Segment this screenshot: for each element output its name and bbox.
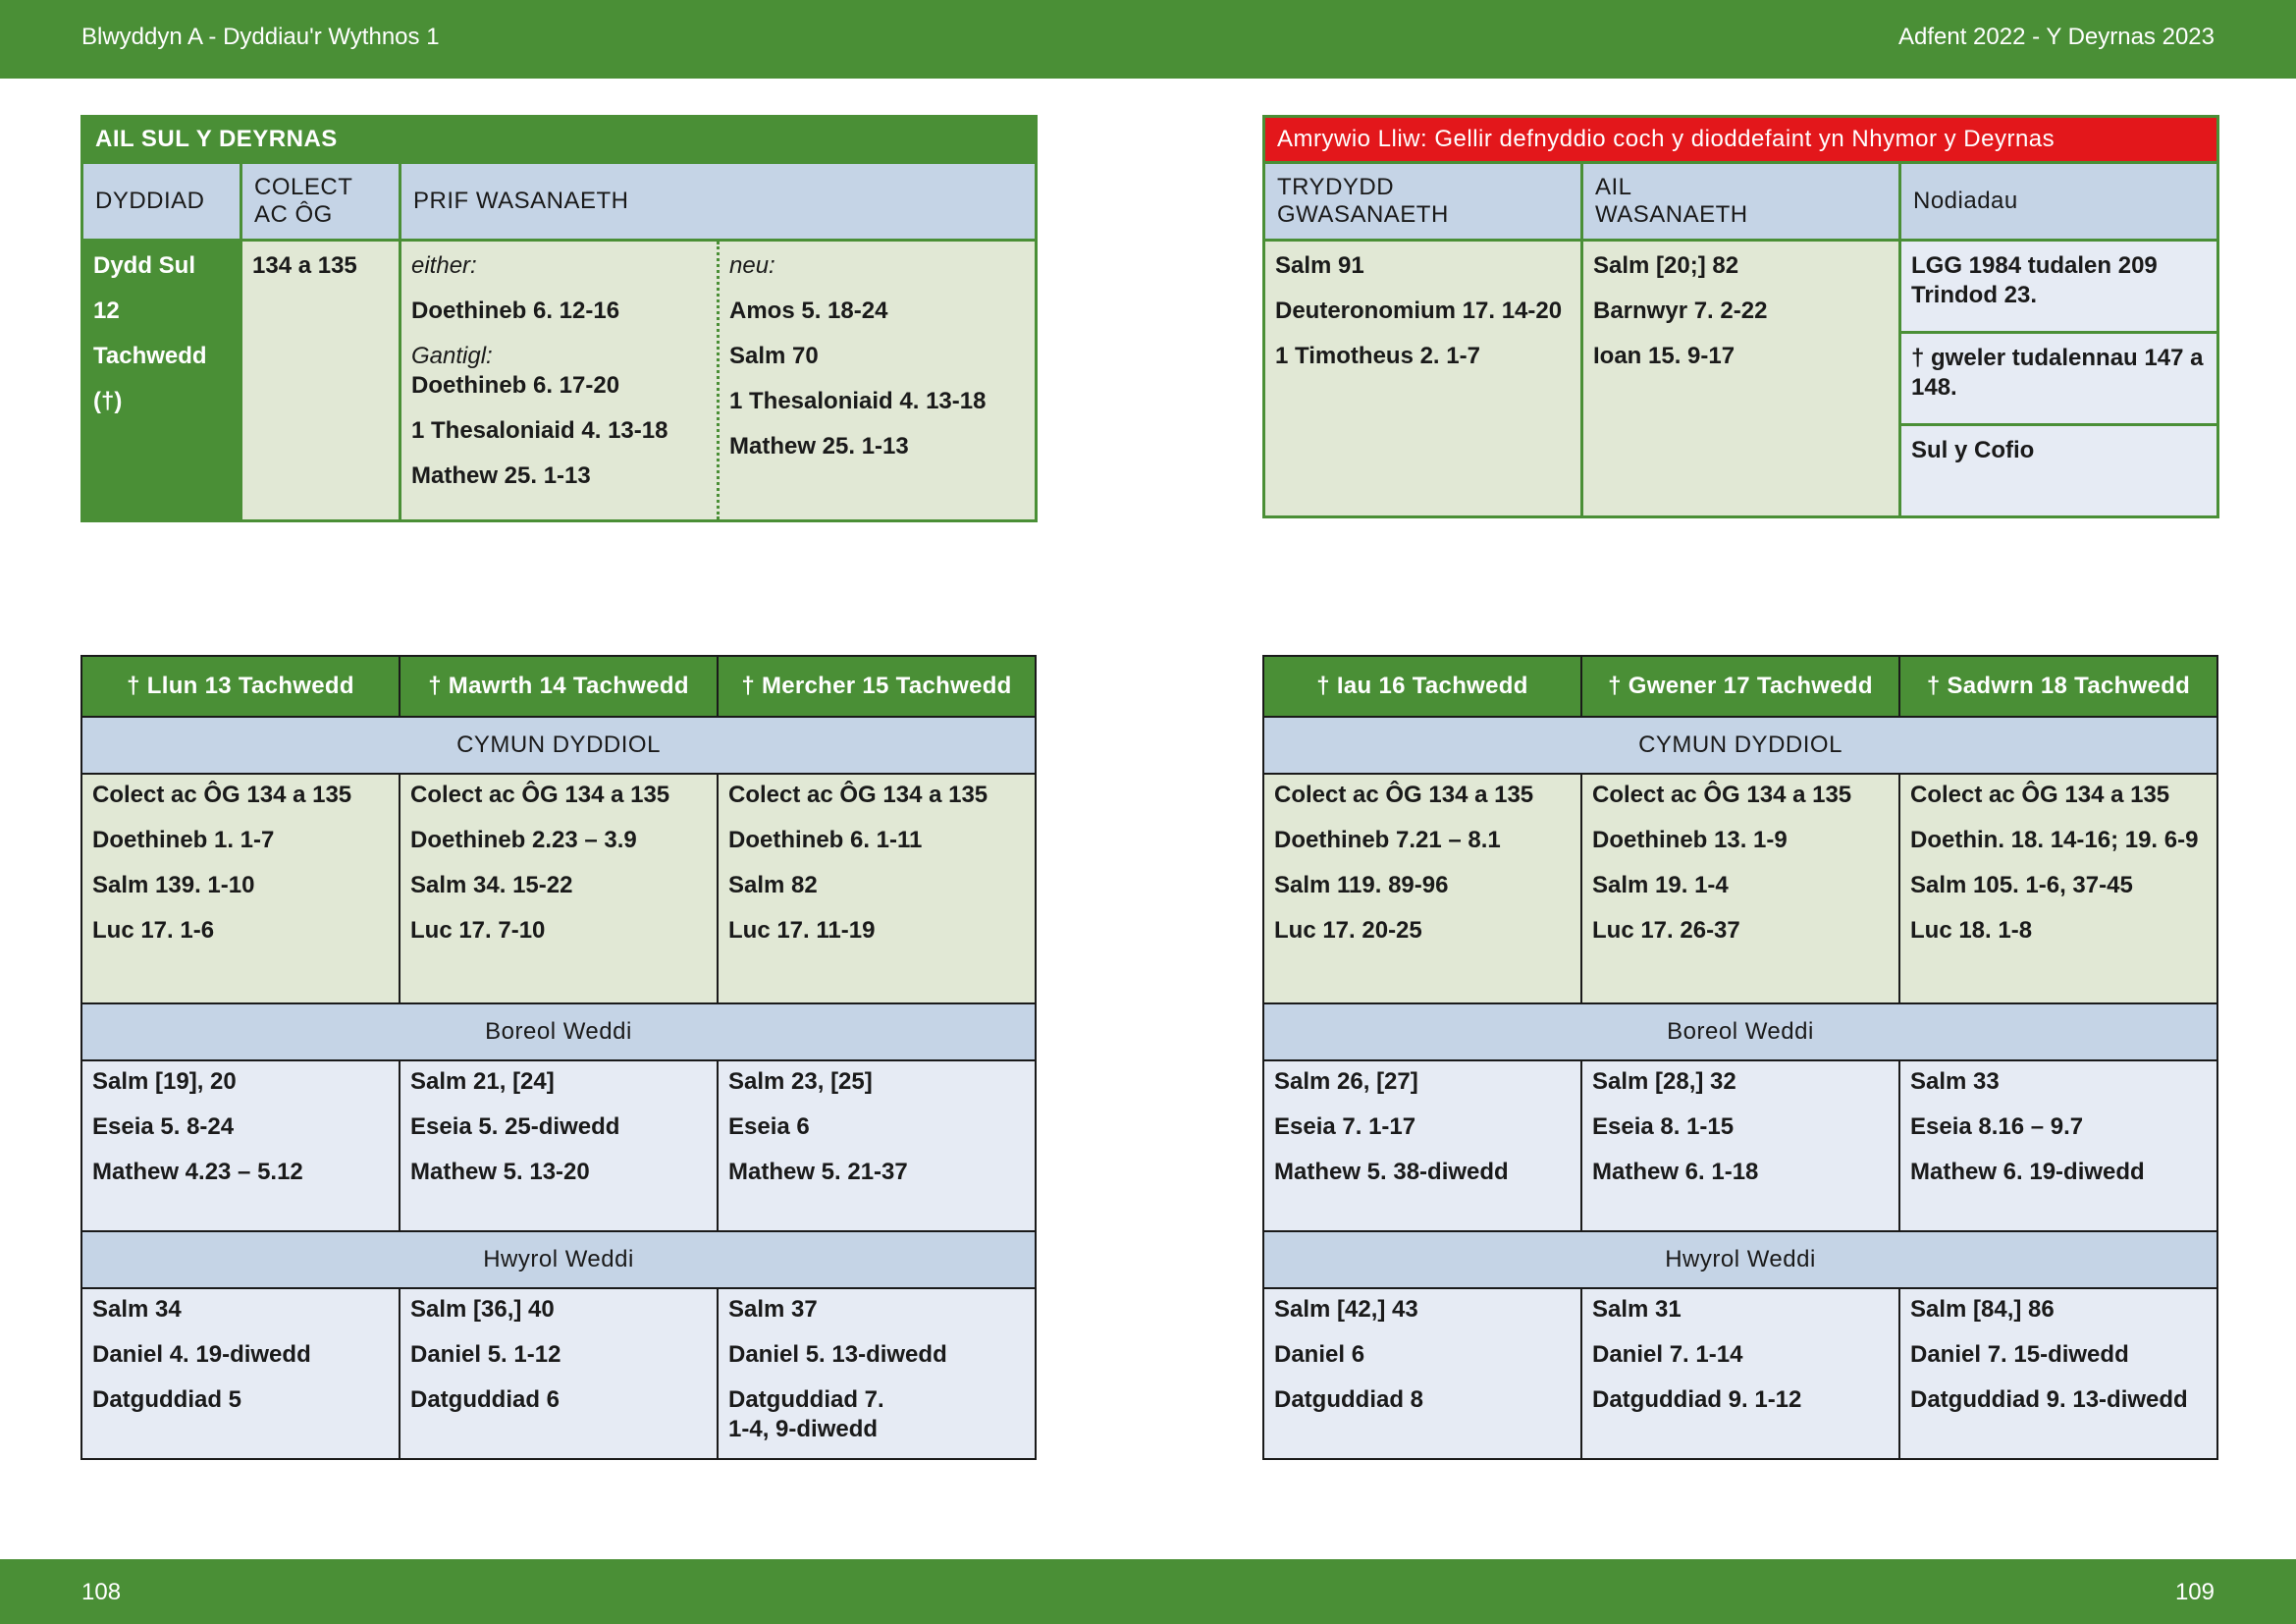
canticle-reading: Doethineb 6. 17-20 bbox=[411, 372, 620, 399]
boreol-cell bbox=[1581, 1060, 1899, 1231]
boreol-cell bbox=[1263, 1060, 1581, 1231]
boreol-cell bbox=[400, 1060, 718, 1231]
reading: Eseia 6 bbox=[728, 1113, 810, 1140]
reading: Daniel 5. 13-diwedd bbox=[728, 1341, 947, 1368]
reading: Salm 105. 1-6, 37-45 bbox=[1910, 872, 2133, 898]
sunday-title: AIL SUL Y DEYRNAS bbox=[82, 117, 1037, 163]
third-service-cell bbox=[1264, 241, 1582, 517]
reading: Colect ac ÔG 134 a 135 bbox=[728, 782, 988, 808]
canticle-label: Gantigl: bbox=[411, 343, 493, 369]
reading: Ioan 15. 9-17 bbox=[1593, 343, 1735, 369]
day-header: † Mawrth 14 Tachwedd bbox=[400, 656, 718, 717]
reading: Salm [36,] 40 bbox=[410, 1296, 555, 1323]
hwyrol-cell bbox=[81, 1288, 400, 1459]
reading: Luc 17. 20-25 bbox=[1274, 917, 1422, 944]
section-cymun: CYMUN DYDDIOL bbox=[81, 717, 1036, 774]
reading: Daniel 6 bbox=[1274, 1341, 1365, 1368]
reading: 1 Timotheus 2. 1-7 bbox=[1275, 343, 1480, 369]
day-header: † Llun 13 Tachwedd bbox=[81, 656, 400, 717]
reading: Mathew 5. 21-37 bbox=[728, 1159, 908, 1185]
or-label: neu: bbox=[729, 252, 775, 279]
hwyrol-cell bbox=[1899, 1288, 2217, 1459]
reading: Salm [19], 20 bbox=[92, 1068, 237, 1095]
reading: Amos 5. 18-24 bbox=[729, 298, 888, 324]
reading: Colect ac ÔG 134 a 135 bbox=[1274, 782, 1534, 808]
reading: 1 Thesaloniaid 4. 13-18 bbox=[729, 388, 987, 414]
reading: Doethineb 1. 1-7 bbox=[92, 827, 275, 853]
collect-cell bbox=[241, 241, 400, 521]
hwyrol-cell bbox=[400, 1288, 718, 1459]
cymun-cell bbox=[1581, 774, 1899, 1003]
reading: Daniel 7. 1-14 bbox=[1592, 1341, 1743, 1368]
reading: Colect ac ÔG 134 a 135 bbox=[1910, 782, 2170, 808]
header-right-title: Adfent 2022 - Y Deyrnas 2023 bbox=[1897, 24, 2215, 50]
col-header-main-service: PRIF WASANAETH bbox=[400, 163, 1037, 241]
page-number-right: 109 bbox=[2174, 1579, 2215, 1605]
reading: Colect ac ÔG 134 a 135 bbox=[1592, 782, 1852, 808]
section-cymun: CYMUN DYDDIOL bbox=[1263, 717, 2217, 774]
reading: Datguddiad 9. 13-diwedd bbox=[1910, 1386, 2188, 1413]
reading: Salm [20;] 82 bbox=[1593, 252, 1739, 279]
reading: Eseia 5. 8-24 bbox=[92, 1113, 235, 1140]
reading: Luc 17. 26-37 bbox=[1592, 917, 1740, 944]
reading: Salm 34 bbox=[92, 1296, 182, 1323]
reading: Salm 37 bbox=[728, 1296, 818, 1323]
cymun-cell bbox=[1899, 774, 2217, 1003]
weekdays-left-table bbox=[80, 655, 1037, 1460]
reading: Mathew 5. 38-diwedd bbox=[1274, 1159, 1509, 1185]
day-header: † Gwener 17 Tachwedd bbox=[1581, 656, 1899, 717]
day-header: † Iau 16 Tachwedd bbox=[1263, 656, 1581, 717]
reading: Eseia 7. 1-17 bbox=[1274, 1113, 1416, 1140]
reading: Daniel 5. 1-12 bbox=[410, 1341, 561, 1368]
reading: Salm [42,] 43 bbox=[1274, 1296, 1418, 1323]
cymun-cell bbox=[81, 774, 400, 1003]
cymun-cell bbox=[718, 774, 1036, 1003]
reading: Colect ac ÔG 134 a 135 bbox=[92, 782, 352, 808]
sunday-date-cell bbox=[82, 241, 241, 521]
reading: Datguddiad 7. bbox=[728, 1386, 884, 1413]
reading: Salm [28,] 32 bbox=[1592, 1068, 1736, 1095]
boreol-cell bbox=[1899, 1060, 2217, 1231]
date-line: (†) bbox=[93, 388, 123, 414]
reading: Salm 21, [24] bbox=[410, 1068, 555, 1095]
reading: Salm 31 bbox=[1592, 1296, 1682, 1323]
note: † gweler tudalennau 147 a 148. bbox=[1911, 345, 2204, 401]
reading: Salm [84,] 86 bbox=[1910, 1296, 2055, 1323]
footer-band bbox=[0, 1559, 2296, 1624]
reading: Doethin. 18. 14-16; 19. 6-9 bbox=[1910, 827, 2199, 853]
reading: Daniel 4. 19-diwedd bbox=[92, 1341, 311, 1368]
hwyrol-cell bbox=[1581, 1288, 1899, 1459]
cymun-cell bbox=[1263, 774, 1581, 1003]
reading: 1-4, 9-diwedd bbox=[728, 1416, 879, 1442]
boreol-cell bbox=[718, 1060, 1036, 1231]
header-band bbox=[0, 0, 2296, 79]
reading: Mathew 25. 1-13 bbox=[411, 462, 591, 489]
reading: Luc 18. 1-8 bbox=[1910, 917, 2033, 944]
hwyrol-cell bbox=[718, 1288, 1036, 1459]
reading: Mathew 25. 1-13 bbox=[729, 433, 909, 460]
reading: Datguddiad 5 bbox=[92, 1386, 242, 1413]
section-boreol: Boreol Weddi bbox=[81, 1003, 1036, 1060]
col-header-second-service: AIL WASANAETH bbox=[1582, 163, 1900, 241]
reading: Salm 70 bbox=[729, 343, 819, 369]
reading: Salm 23, [25] bbox=[728, 1068, 873, 1095]
col-header-third-service: TRYDYDD GWASANAETH bbox=[1264, 163, 1582, 241]
date-line: Tachwedd bbox=[93, 343, 207, 369]
reading: Salm 33 bbox=[1910, 1068, 2000, 1095]
reading: Eseia 8. 1-15 bbox=[1592, 1113, 1735, 1140]
reading: Salm 91 bbox=[1275, 252, 1364, 279]
reading: 1 Thesaloniaid 4. 13-18 bbox=[411, 417, 668, 444]
reading: Salm 139. 1-10 bbox=[92, 872, 255, 898]
note-cell bbox=[1900, 241, 2218, 333]
reading: Luc 17. 1-6 bbox=[92, 917, 215, 944]
cymun-cell bbox=[400, 774, 718, 1003]
colour-note: Amrywio Lliw: Gellir defnyddio coch y dioddefaint yn Nhymor y Deyrnas bbox=[1264, 117, 2218, 163]
col-header-date: DYDDIAD bbox=[82, 163, 241, 241]
col-header-notes: Nodiadau bbox=[1900, 163, 2218, 241]
weekdays-right-table bbox=[1262, 655, 2218, 1460]
collect-value: 134 a 135 bbox=[252, 252, 357, 279]
reading: Doethineb 7.21 – 8.1 bbox=[1274, 827, 1501, 853]
reading: Luc 17. 7-10 bbox=[410, 917, 546, 944]
reading: Salm 26, [27] bbox=[1274, 1068, 1418, 1095]
reading: Luc 17. 11-19 bbox=[728, 917, 876, 944]
boreol-cell bbox=[81, 1060, 400, 1231]
hwyrol-cell bbox=[1263, 1288, 1581, 1459]
reading: Barnwyr 7. 2-22 bbox=[1593, 298, 1768, 324]
reading: Salm 19. 1-4 bbox=[1592, 872, 1729, 898]
reading: Eseia 5. 25-diwedd bbox=[410, 1113, 620, 1140]
section-hwyrol: Hwyrol Weddi bbox=[81, 1231, 1036, 1288]
note: Sul y Cofio bbox=[1911, 437, 2035, 463]
reading: Doethineb 6. 12-16 bbox=[411, 298, 620, 324]
col-header-collect: COLECT AC ÔG bbox=[241, 163, 400, 241]
reading: Salm 82 bbox=[728, 872, 818, 898]
reading: Doethineb 6. 1-11 bbox=[728, 827, 923, 853]
reading: Doethineb 13. 1-9 bbox=[1592, 827, 1788, 853]
reading: Doethineb 2.23 – 3.9 bbox=[410, 827, 637, 853]
note-cell bbox=[1900, 425, 2218, 517]
reading: Datguddiad 6 bbox=[410, 1386, 561, 1413]
date-line: Dydd Sul bbox=[93, 252, 196, 279]
reading: Salm 34. 15-22 bbox=[410, 872, 573, 898]
either-cell bbox=[400, 241, 719, 521]
reading: Mathew 6. 1-18 bbox=[1592, 1159, 1759, 1185]
note: LGG 1984 tudalen 209 Trindod 23. bbox=[1911, 252, 2158, 308]
note-cell bbox=[1900, 333, 2218, 425]
reading: Datguddiad 9. 1-12 bbox=[1592, 1386, 1802, 1413]
reading: Deuteronomium 17. 14-20 bbox=[1275, 298, 1563, 324]
reading: Mathew 5. 13-20 bbox=[410, 1159, 590, 1185]
reading: Daniel 7. 15-diwedd bbox=[1910, 1341, 2129, 1368]
day-header: † Mercher 15 Tachwedd bbox=[718, 656, 1036, 717]
reading: Mathew 6. 19-diwedd bbox=[1910, 1159, 2145, 1185]
sunday-right-table bbox=[1262, 115, 2219, 518]
sunday-table bbox=[80, 115, 1038, 522]
header-left-title: Blwyddyn A - Dyddiau'r Wythnos 1 bbox=[81, 24, 440, 50]
or-cell bbox=[719, 241, 1037, 521]
reading: Datguddiad 8 bbox=[1274, 1386, 1424, 1413]
second-service-cell bbox=[1582, 241, 1900, 517]
day-header: † Sadwrn 18 Tachwedd bbox=[1899, 656, 2217, 717]
reading: Colect ac ÔG 134 a 135 bbox=[410, 782, 670, 808]
section-boreol: Boreol Weddi bbox=[1263, 1003, 2217, 1060]
section-hwyrol: Hwyrol Weddi bbox=[1263, 1231, 2217, 1288]
reading: Eseia 8.16 – 9.7 bbox=[1910, 1113, 2084, 1140]
page-number-left: 108 bbox=[81, 1579, 122, 1605]
reading: Salm 119. 89-96 bbox=[1274, 872, 1449, 898]
reading: Mathew 4.23 – 5.12 bbox=[92, 1159, 303, 1185]
either-label: either: bbox=[411, 252, 477, 279]
date-line: 12 bbox=[93, 298, 120, 324]
